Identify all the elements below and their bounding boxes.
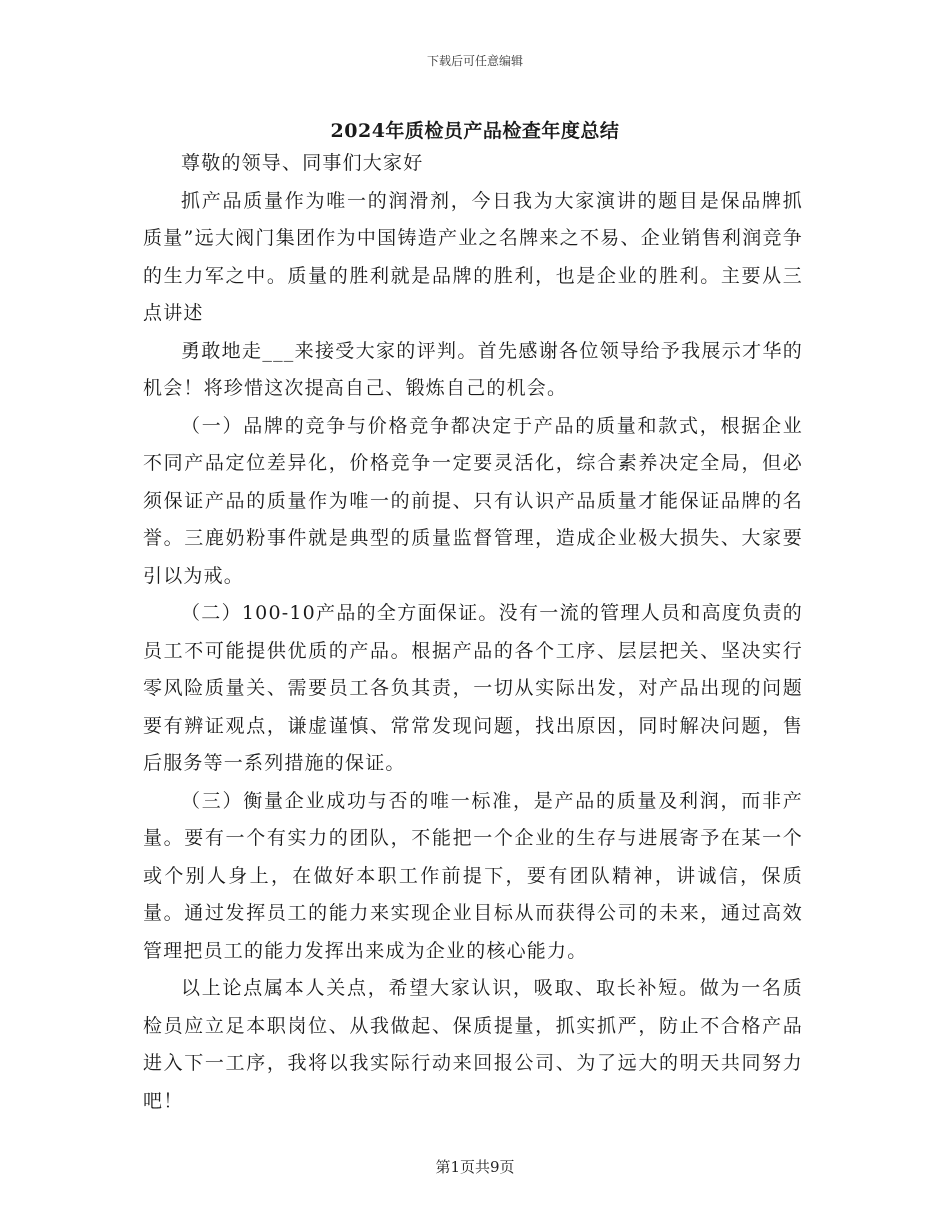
paragraph-greeting: 尊敬的领导、同事们大家好 (181, 152, 424, 174)
paragraph-thanks: 勇敢地走___来接受大家的评判。首先感谢各位领导给予我展示才华的机会！将珍惜这次提高自己、锻炼自己的机会。 (143, 339, 803, 399)
document-title: 2024年质检员产品检查年度总结 (330, 120, 620, 142)
paragraph-intro: 抓产品质量作为唯一的润滑剂，今日我为大家演讲的题目是保品牌抓质量”远大阀门集团作为中国铸造产业之名牌来之不易、企业销售利润竞争的生力军之中。质量的胜利就是品牌的胜利，也是企业的胜利。主要从三点讲述 (143, 189, 803, 324)
paragraph-point-1: （一）品牌的竞争与价格竞争都决定于产品的质量和款式，根据企业不同产品定位差异化，价格竞争一定要灵活化，综合素养决定全局，但必须保证产品的质量作为唯一的前提、只有认识产品质量才能保证品牌的名誉。三鹿奶粉事件就是典型的质量监督管理，造成企业极大损失、大家要引以为戒。 (143, 414, 803, 587)
paragraph-point-2: （二）100-10产品的全方面保证。没有一流的管理人员和高度负责的员工不可能提供优质的产品。根据产品的各个工序、层层把关、坚决实行零风险质量关、需要员工各负其责，一切从实际出发，对产品出现的问题要有辨证观点，谦虚谨慎、常常发现问题，找出原因，同时解决问题，售后服务等一系列措施的保证。 (143, 602, 803, 774)
paragraph-conclusion: 以上论点属本人关点，希望大家认识，吸取、取长补短。做为一名质检员应立足本职岗位、从我做起、保质提量，抓实抓严，防止不合格产品进入下一工序，我将以我实际行动来回报公司、为了远大的明天共同努力吧！ (143, 977, 803, 1112)
paragraph-point-3: （三）衡量企业成功与否的唯一标准，是产品的质量及利润，而非产量。要有一个有实力的团队，不能把一个企业的生存与进展寄予在某一个或个别人身上，在做好本职工作前提下，要有团队精神，讲诚信，保质量。通过发挥员工的能力来实现企业目标从而获得公司的未来，通过高效管理把员工的能力发挥出来成为企业的核心能力。 (143, 789, 803, 962)
page-footer: 第1页共9页 (435, 1158, 515, 1176)
header-note: 下载后可任意编辑 (426, 54, 523, 68)
document-body (143, 145, 803, 1120)
